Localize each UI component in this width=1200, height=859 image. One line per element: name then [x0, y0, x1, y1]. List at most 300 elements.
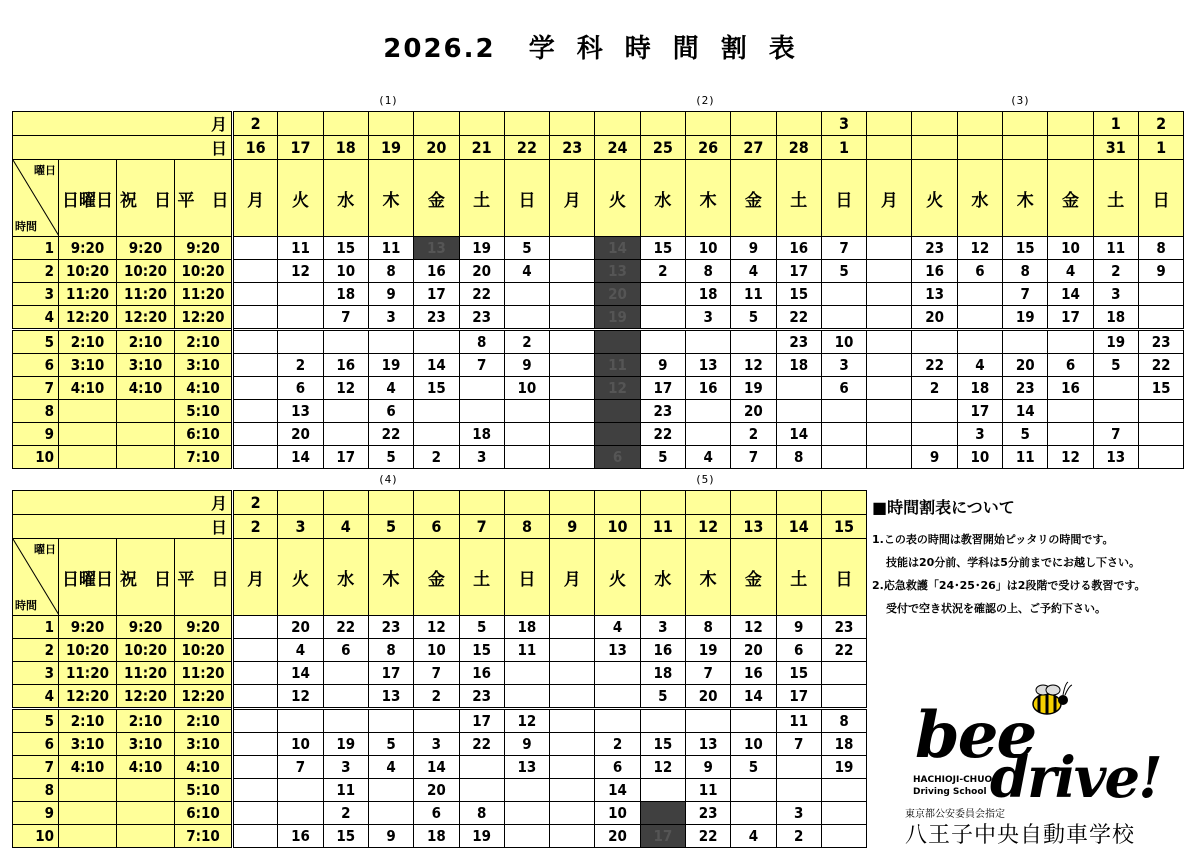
weekday-cell: 月 — [550, 539, 595, 616]
month-cell — [731, 491, 776, 515]
lesson-cell — [278, 802, 323, 825]
lesson-cell — [550, 446, 595, 469]
day-cell: 25 — [640, 136, 685, 160]
lesson-cell — [233, 377, 278, 400]
lesson-cell — [550, 330, 595, 354]
month-cell — [685, 491, 730, 515]
corner-jikan: 時間 — [15, 599, 37, 612]
lesson-cell — [867, 237, 912, 260]
lesson-cell: 5 — [1003, 423, 1048, 446]
lesson-cell: 23 — [368, 616, 413, 639]
lesson-cell: 12 — [640, 756, 685, 779]
weekday-cell: 木 — [368, 160, 413, 237]
lesson-cell: 7 — [821, 237, 866, 260]
period-number: 4 — [13, 685, 59, 709]
lesson-cell: 8 — [459, 330, 504, 354]
lesson-cell — [368, 330, 413, 354]
period-number: 8 — [13, 779, 59, 802]
lesson-cell: 19 — [731, 377, 776, 400]
lesson-cell — [957, 306, 1002, 330]
time-weekday: 11:20 — [175, 283, 233, 306]
lesson-cell — [504, 779, 549, 802]
lesson-cell — [957, 283, 1002, 306]
lesson-cell — [459, 400, 504, 423]
lesson-cell: 18 — [640, 662, 685, 685]
lesson-cell — [323, 685, 368, 709]
lesson-cell — [550, 423, 595, 446]
lesson-cell: 6 — [957, 260, 1002, 283]
lesson-cell: 10 — [957, 446, 1002, 469]
lesson-cell: 2 — [323, 802, 368, 825]
logo-sub2: Driving School — [913, 787, 987, 797]
lesson-cell: 15 — [640, 733, 685, 756]
lesson-cell — [640, 330, 685, 354]
time-holiday: 10:20 — [117, 260, 175, 283]
lesson-cell: 11 — [368, 237, 413, 260]
lesson-cell: 6 — [414, 802, 459, 825]
lesson-cell: 4 — [368, 377, 413, 400]
lesson-cell: 8 — [821, 709, 866, 733]
lesson-cell: 6 — [278, 377, 323, 400]
month-cell — [957, 112, 1002, 136]
weekday-cell: 金 — [414, 160, 459, 237]
weekday-cell: 土 — [459, 160, 504, 237]
time-holiday — [117, 423, 175, 446]
lesson-cell: 18 — [685, 283, 730, 306]
lesson-cell: 12 — [278, 260, 323, 283]
group-label: (2) — [695, 94, 715, 107]
lesson-cell: 15 — [776, 283, 821, 306]
weekday-cell: 日 — [821, 160, 866, 237]
weekday-cell: 日 — [504, 160, 549, 237]
lesson-cell — [504, 283, 549, 306]
weekday-cell: 土 — [776, 539, 821, 616]
lesson-cell: 13 — [685, 733, 730, 756]
lesson-cell: 10 — [685, 237, 730, 260]
month-cell: 1 — [1093, 112, 1138, 136]
lesson-cell: 5 — [504, 237, 549, 260]
day-cell: 19 — [368, 136, 413, 160]
day-cell: 14 — [776, 515, 821, 539]
lesson-cell: 8 — [1003, 260, 1048, 283]
period-row — [13, 330, 1184, 354]
lesson-cell — [550, 685, 595, 709]
lesson-cell: 14 — [414, 354, 459, 377]
corner-jikan: 時間 — [15, 220, 37, 233]
period-row — [13, 756, 867, 779]
lesson-cell — [640, 709, 685, 733]
lesson-cell: 8 — [368, 639, 413, 662]
lesson-cell: 3 — [323, 756, 368, 779]
lesson-cell: 4 — [685, 446, 730, 469]
note-line-2: 技能は20分前、学科は5分前までにお越し下さい。 — [886, 556, 1140, 569]
month-cell — [1048, 112, 1093, 136]
lesson-cell: 5 — [640, 685, 685, 709]
weekday-cell: 水 — [323, 160, 368, 237]
lesson-cell: 22 — [685, 825, 730, 848]
weekday-cell: 木 — [685, 160, 730, 237]
weekday-cell: 木 — [1003, 160, 1048, 237]
logo-sub1: HACHIOJI-CHUO — [913, 775, 993, 785]
lesson-cell — [459, 779, 504, 802]
lesson-cell — [776, 779, 821, 802]
weekday-row — [13, 539, 867, 616]
lesson-cell: 8 — [776, 446, 821, 469]
lesson-cell: 23 — [459, 685, 504, 709]
day-cell: 23 — [550, 136, 595, 160]
lesson-cell — [912, 330, 957, 354]
lesson-cell: 7 — [1003, 283, 1048, 306]
lesson-cell — [233, 685, 278, 709]
lesson-cell — [550, 802, 595, 825]
day-cell: 2 — [233, 515, 278, 539]
lesson-cell: 6 — [595, 446, 640, 469]
notes-title: ■時間割表について — [872, 498, 1015, 517]
lesson-cell: 15 — [1003, 237, 1048, 260]
month-cell — [414, 112, 459, 136]
day-cell: 24 — [595, 136, 640, 160]
lesson-cell — [233, 306, 278, 330]
lesson-cell — [1048, 330, 1093, 354]
weekday-cell: 火 — [912, 160, 957, 237]
lesson-cell: 16 — [776, 237, 821, 260]
month-cell — [414, 491, 459, 515]
lesson-cell — [504, 446, 549, 469]
month-cell — [504, 112, 549, 136]
lesson-cell: 20 — [685, 685, 730, 709]
lesson-cell: 23 — [821, 616, 866, 639]
lesson-cell: 13 — [278, 400, 323, 423]
period-number: 1 — [13, 237, 59, 260]
lesson-cell: 12 — [731, 616, 776, 639]
time-sunday: 10:20 — [59, 639, 117, 662]
lesson-cell: 13 — [1093, 446, 1138, 469]
lesson-cell: 2 — [912, 377, 957, 400]
lesson-cell — [550, 616, 595, 639]
lesson-cell: 22 — [323, 616, 368, 639]
period-row — [13, 662, 867, 685]
time-sunday: 11:20 — [59, 662, 117, 685]
lesson-cell — [821, 802, 866, 825]
lesson-cell — [550, 779, 595, 802]
month-cell — [640, 491, 685, 515]
lesson-cell — [821, 825, 866, 848]
lesson-cell — [550, 400, 595, 423]
month-cell: 2 — [233, 112, 278, 136]
weekday-cell: 水 — [640, 160, 685, 237]
group-label: (1) — [378, 94, 398, 107]
lesson-cell: 5 — [731, 306, 776, 330]
lesson-cell — [731, 779, 776, 802]
title-text: 学科時間割表 — [528, 34, 817, 64]
lesson-cell: 19 — [685, 639, 730, 662]
lesson-cell — [776, 756, 821, 779]
lesson-cell: 9 — [912, 446, 957, 469]
lesson-cell: 18 — [323, 283, 368, 306]
lesson-cell: 9 — [504, 733, 549, 756]
lesson-cell — [1003, 330, 1048, 354]
lesson-cell: 16 — [685, 377, 730, 400]
title-date: 2026.2 — [383, 34, 496, 64]
lesson-cell: 10 — [595, 802, 640, 825]
lesson-cell — [233, 237, 278, 260]
lesson-cell: 10 — [278, 733, 323, 756]
lesson-cell — [867, 400, 912, 423]
lesson-cell — [323, 423, 368, 446]
day-cell: 13 — [731, 515, 776, 539]
lesson-cell — [1048, 423, 1093, 446]
lesson-cell — [685, 709, 730, 733]
lesson-cell: 13 — [912, 283, 957, 306]
time-weekday: 6:10 — [175, 802, 233, 825]
weekday-cell: 土 — [1093, 160, 1138, 237]
day-cell — [867, 136, 912, 160]
lesson-cell: 4 — [368, 756, 413, 779]
time-sunday — [59, 802, 117, 825]
time-sunday: 12:20 — [59, 306, 117, 330]
lesson-cell: 7 — [731, 446, 776, 469]
note-line-1: 1.この表の時間は教習開始ピッタリの時間です。 — [872, 533, 1114, 546]
day-cell — [912, 136, 957, 160]
lesson-cell — [233, 330, 278, 354]
lesson-cell: 10 — [414, 639, 459, 662]
period-number: 7 — [13, 756, 59, 779]
lesson-cell: 22 — [776, 306, 821, 330]
day-cell: 7 — [459, 515, 504, 539]
lesson-cell — [233, 283, 278, 306]
lesson-cell: 3 — [821, 354, 866, 377]
time-sunday: 10:20 — [59, 260, 117, 283]
day-cell: 3 — [278, 515, 323, 539]
lesson-cell: 4 — [1048, 260, 1093, 283]
lesson-cell: 20 — [731, 639, 776, 662]
weekday-cell: 日 — [1138, 160, 1183, 237]
lesson-cell: 3 — [414, 733, 459, 756]
lesson-cell — [233, 709, 278, 733]
lesson-cell: 23 — [1003, 377, 1048, 400]
lesson-cell: 4 — [731, 825, 776, 848]
time-holiday: 2:10 — [117, 709, 175, 733]
month-cell — [912, 112, 957, 136]
lesson-cell — [459, 377, 504, 400]
lesson-cell: 19 — [821, 756, 866, 779]
period-row — [13, 306, 1184, 330]
lesson-cell: 23 — [414, 306, 459, 330]
time-holiday: 12:20 — [117, 306, 175, 330]
lesson-cell: 13 — [414, 237, 459, 260]
lesson-cell — [233, 802, 278, 825]
lesson-cell — [233, 400, 278, 423]
lesson-cell: 5 — [821, 260, 866, 283]
lesson-cell: 2 — [1093, 260, 1138, 283]
lesson-cell: 16 — [459, 662, 504, 685]
lesson-cell: 20 — [595, 825, 640, 848]
lesson-cell — [867, 423, 912, 446]
lesson-cell — [1138, 306, 1183, 330]
corner-youbi: 曜日 — [34, 543, 56, 556]
weekday-cell: 金 — [731, 539, 776, 616]
month-cell — [504, 491, 549, 515]
time-sunday — [59, 423, 117, 446]
day-cell: 21 — [459, 136, 504, 160]
lesson-cell: 3 — [776, 802, 821, 825]
period-number: 3 — [13, 283, 59, 306]
lesson-cell: 2 — [278, 354, 323, 377]
weekday-cell: 水 — [957, 160, 1002, 237]
time-weekday: 9:20 — [175, 616, 233, 639]
lesson-cell: 17 — [957, 400, 1002, 423]
period-row — [13, 685, 867, 709]
time-holiday: 9:20 — [117, 237, 175, 260]
logo-drive: drive! — [990, 745, 1161, 811]
lesson-cell: 22 — [1138, 354, 1183, 377]
lesson-cell: 4 — [278, 639, 323, 662]
lesson-cell — [368, 802, 413, 825]
lesson-cell: 12 — [414, 616, 459, 639]
lesson-cell: 14 — [595, 779, 640, 802]
weekday-cell: 金 — [414, 539, 459, 616]
lesson-cell: 17 — [414, 283, 459, 306]
lesson-cell — [685, 423, 730, 446]
lesson-cell: 22 — [640, 423, 685, 446]
lesson-cell: 9 — [685, 756, 730, 779]
lesson-cell: 5 — [1093, 354, 1138, 377]
time-sunday: 3:10 — [59, 733, 117, 756]
lesson-cell — [595, 400, 640, 423]
lesson-cell — [685, 400, 730, 423]
lesson-cell — [504, 400, 549, 423]
lesson-cell — [912, 423, 957, 446]
lesson-cell: 17 — [640, 377, 685, 400]
time-weekday: 7:10 — [175, 825, 233, 848]
lesson-cell — [414, 423, 459, 446]
lesson-cell — [550, 825, 595, 848]
lesson-cell: 5 — [368, 733, 413, 756]
timetable-bottom — [12, 490, 867, 848]
notes-panel — [872, 495, 1192, 620]
lesson-cell: 16 — [640, 639, 685, 662]
lesson-cell: 14 — [414, 756, 459, 779]
corner-cell — [13, 539, 59, 616]
lesson-cell: 7 — [685, 662, 730, 685]
lesson-cell: 7 — [776, 733, 821, 756]
period-row — [13, 639, 867, 662]
holiday-header: 祝 日 — [117, 160, 175, 237]
day-cell: 1 — [821, 136, 866, 160]
time-holiday — [117, 825, 175, 848]
lesson-cell: 2 — [504, 330, 549, 354]
time-weekday: 4:10 — [175, 377, 233, 400]
lesson-cell — [233, 756, 278, 779]
lesson-cell — [550, 283, 595, 306]
sunday-header: 日曜日 — [59, 160, 117, 237]
day-cell — [1003, 136, 1048, 160]
period-number: 6 — [13, 733, 59, 756]
lesson-cell — [550, 237, 595, 260]
lesson-cell: 22 — [821, 639, 866, 662]
logo-bee: bee — [915, 698, 1036, 773]
lesson-cell — [595, 330, 640, 354]
weekday-cell: 土 — [776, 160, 821, 237]
timetable-top — [12, 111, 1184, 469]
lesson-cell — [731, 709, 776, 733]
period-number: 5 — [13, 709, 59, 733]
weekday-cell: 月 — [233, 539, 278, 616]
time-sunday: 4:10 — [59, 377, 117, 400]
lesson-cell — [867, 260, 912, 283]
weekday-cell: 木 — [685, 539, 730, 616]
lesson-cell: 20 — [1003, 354, 1048, 377]
weekday-cell: 水 — [323, 539, 368, 616]
lesson-cell: 22 — [368, 423, 413, 446]
lesson-cell: 16 — [912, 260, 957, 283]
lesson-cell: 6 — [821, 377, 866, 400]
lesson-cell — [550, 260, 595, 283]
lesson-cell: 9 — [776, 616, 821, 639]
lesson-cell: 22 — [912, 354, 957, 377]
period-number: 10 — [13, 825, 59, 848]
lesson-cell — [323, 662, 368, 685]
weekday-cell: 日 — [504, 539, 549, 616]
day-row — [13, 515, 867, 539]
lesson-cell — [640, 779, 685, 802]
month-cell: 3 — [821, 112, 866, 136]
time-holiday: 9:20 — [117, 616, 175, 639]
lesson-cell: 4 — [595, 616, 640, 639]
day-label: 日 — [13, 136, 233, 160]
time-weekday: 12:20 — [175, 306, 233, 330]
lesson-cell — [595, 709, 640, 733]
lesson-cell — [595, 685, 640, 709]
lesson-cell — [867, 446, 912, 469]
time-weekday: 3:10 — [175, 354, 233, 377]
time-sunday: 9:20 — [59, 237, 117, 260]
weekday-cell: 月 — [550, 160, 595, 237]
weekday-cell: 金 — [731, 160, 776, 237]
lesson-cell: 7 — [459, 354, 504, 377]
lesson-cell: 7 — [323, 306, 368, 330]
lesson-cell: 5 — [459, 616, 504, 639]
day-cell: 31 — [1093, 136, 1138, 160]
lesson-cell: 14 — [278, 662, 323, 685]
weekday-cell: 火 — [278, 539, 323, 616]
month-cell — [685, 112, 730, 136]
lesson-cell: 18 — [776, 354, 821, 377]
lesson-cell — [323, 709, 368, 733]
lesson-cell: 11 — [595, 354, 640, 377]
lesson-cell: 7 — [278, 756, 323, 779]
lesson-cell: 10 — [731, 733, 776, 756]
lesson-cell — [504, 685, 549, 709]
lesson-cell — [1138, 400, 1183, 423]
month-cell: 2 — [1138, 112, 1183, 136]
lesson-cell: 13 — [595, 639, 640, 662]
lesson-cell: 10 — [504, 377, 549, 400]
time-holiday: 3:10 — [117, 354, 175, 377]
period-number: 10 — [13, 446, 59, 469]
lesson-cell: 8 — [685, 260, 730, 283]
period-row — [13, 283, 1184, 306]
lesson-cell: 14 — [595, 237, 640, 260]
day-cell: 20 — [414, 136, 459, 160]
group-label: (4) — [378, 473, 398, 486]
day-cell: 16 — [233, 136, 278, 160]
lesson-cell — [368, 709, 413, 733]
day-cell: 10 — [595, 515, 640, 539]
period-row — [13, 260, 1184, 283]
group-label: (5) — [695, 473, 715, 486]
lesson-cell: 8 — [1138, 237, 1183, 260]
